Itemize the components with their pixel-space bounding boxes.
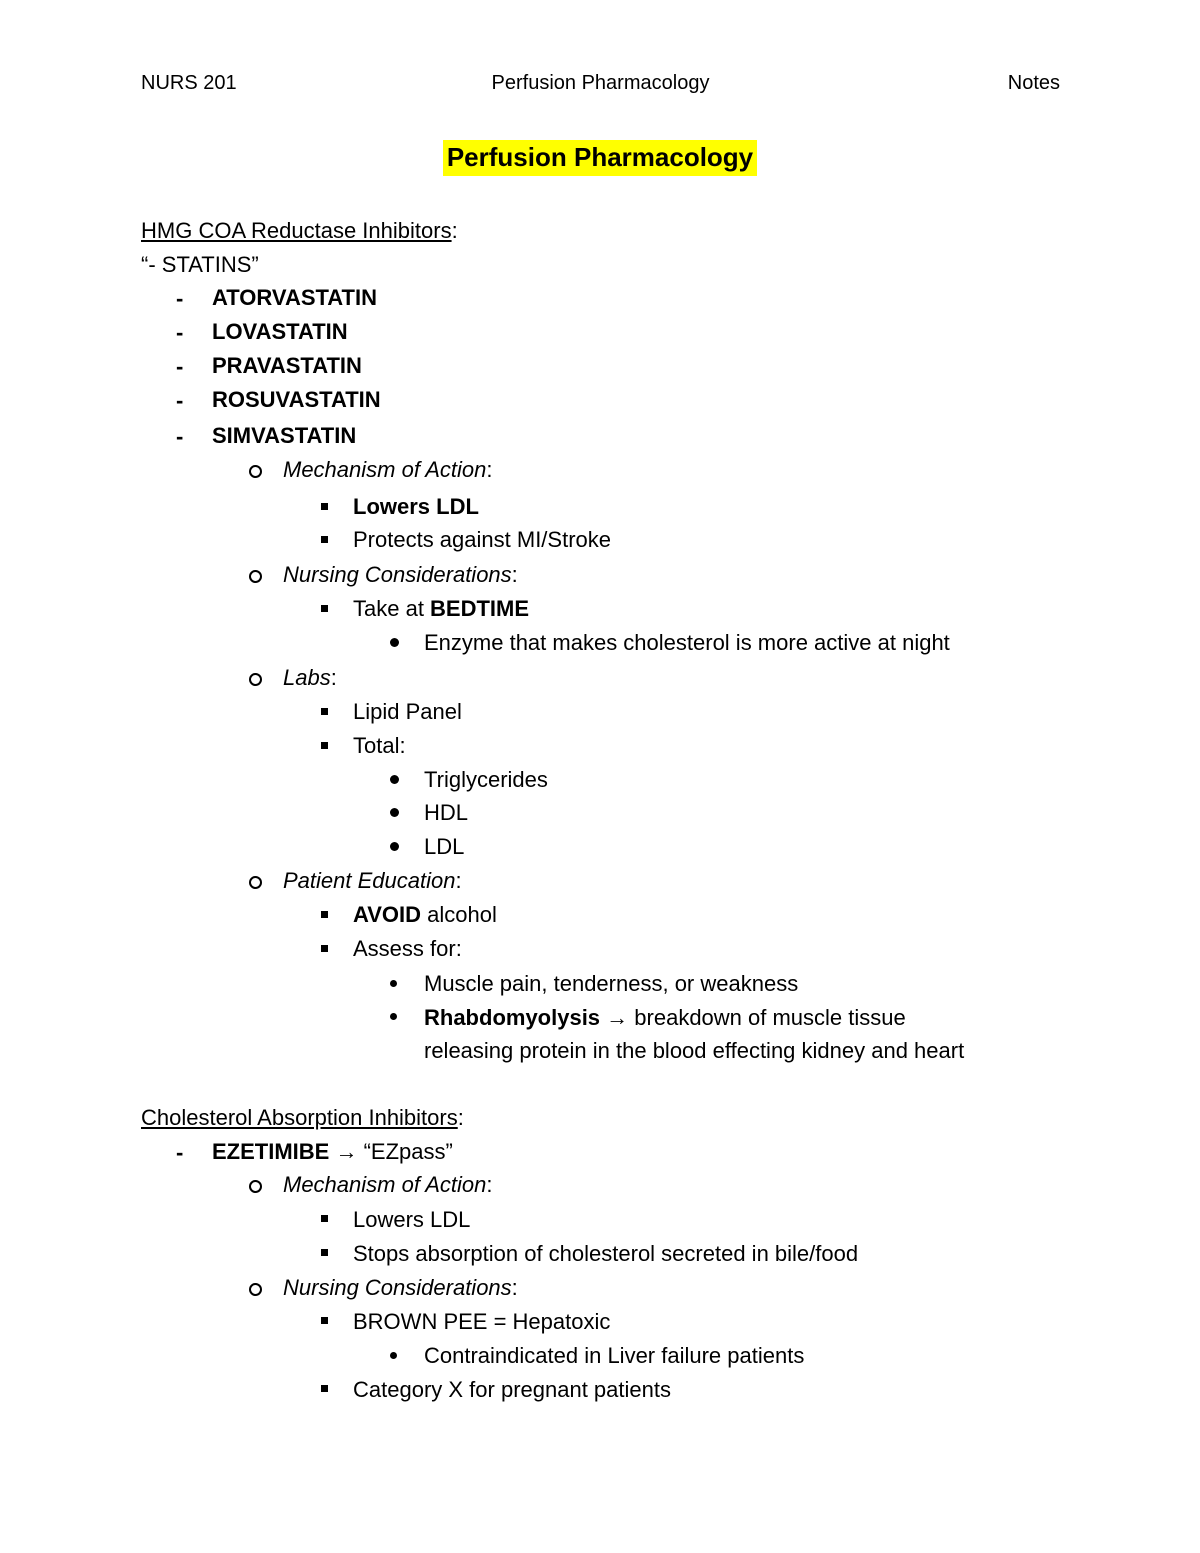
section-heading-statins: HMG COA Reductase Inhibitors: [141,218,458,243]
arrow-icon: → [600,1005,635,1030]
statins-subheading: “- STATINS” [141,252,259,277]
labs-subitem: LDL [424,834,465,859]
dot-bullet-icon [390,842,399,851]
circle-bullet-icon [249,673,262,686]
nc-subitem: Enzyme that makes cholesterol is more active at night [424,630,950,655]
moa-label: Mechanism of Action: [283,457,493,482]
dash-bullet: - [176,1140,184,1165]
labs-subitem: HDL [424,800,469,825]
drug-item: ATORVASTATIN [212,285,377,310]
labs-item: Lipid Panel [353,699,462,724]
moa-item: Lowers LDL [353,1207,471,1232]
header-course: NURS 201 [141,72,237,94]
circle-bullet-icon [249,570,262,583]
circle-bullet-icon [249,465,262,478]
moa-label: Mechanism of Action: [283,1172,493,1197]
dot-bullet-icon [390,980,397,987]
arrow-icon: → [329,1139,364,1164]
header-topic: Perfusion Pharmacology [491,72,710,94]
square-bullet-icon [321,911,328,918]
dash-bullet: - [176,388,184,413]
square-bullet-icon [321,1385,328,1392]
pe-label: Patient Education: [283,868,462,893]
drug-item: SIMVASTATIN [212,423,357,448]
square-bullet-icon [321,742,328,749]
circle-bullet-icon [249,1180,262,1193]
dot-bullet-icon [390,1013,397,1020]
dot-bullet-icon [390,775,399,784]
square-bullet-icon [321,1317,328,1324]
labs-item: Total: [353,733,406,758]
nc-item: Category X for pregnant patients [353,1377,671,1402]
dash-bullet: - [176,424,184,449]
page-header [141,72,1060,102]
drug-item: ROSUVASTATIN [212,387,381,412]
square-bullet-icon [321,708,328,715]
moa-item: Protects against MI/Stroke [353,527,611,552]
circle-bullet-icon [249,876,262,889]
square-bullet-icon [321,536,328,543]
drug-item: EZETIMIBE → “EZpass” [212,1139,453,1164]
drug-item: LOVASTATIN [212,319,348,344]
dot-bullet-icon [390,808,399,817]
dot-bullet-icon [390,638,399,647]
square-bullet-icon [321,1215,328,1222]
nc-label: Nursing Considerations: [283,562,518,587]
pe-item: AVOID alcohol [353,902,497,927]
dash-bullet: - [176,320,184,345]
nc-label: Nursing Considerations: [283,1275,518,1300]
drug-item: PRAVASTATIN [212,353,362,378]
nc-item: BROWN PEE = Hepatoxic [353,1309,611,1334]
document-title [0,142,1200,173]
title-highlight: Perfusion Pharmacology [443,140,757,176]
dash-bullet: - [176,354,184,379]
circle-bullet-icon [249,1283,262,1296]
header-notes: Notes [1007,72,1060,94]
nc-item: Take at BEDTIME [353,596,530,621]
square-bullet-icon [321,605,328,612]
nc-subitem: Contraindicated in Liver failure patients [424,1343,805,1368]
square-bullet-icon [321,503,328,510]
square-bullet-icon [321,945,328,952]
moa-item: Stops absorption of cholesterol secreted in bile/food [353,1241,859,1266]
pe-subitem: Muscle pain, tenderness, or weakness [424,971,799,996]
pe-subitem: Rhabdomyolysis → breakdown of muscle tissue [424,1005,906,1030]
pe-subitem-continuation: releasing protein in the blood effecting kidney and heart [424,1038,965,1063]
section-heading-absorption: Cholesterol Absorption Inhibitors: [141,1105,464,1130]
labs-label: Labs: [283,665,337,690]
square-bullet-icon [321,1249,328,1256]
pe-item: Assess for: [353,936,462,961]
labs-subitem: Triglycerides [424,767,548,792]
dot-bullet-icon [390,1352,397,1359]
moa-item: Lowers LDL [353,494,479,519]
dash-bullet: - [176,286,184,311]
